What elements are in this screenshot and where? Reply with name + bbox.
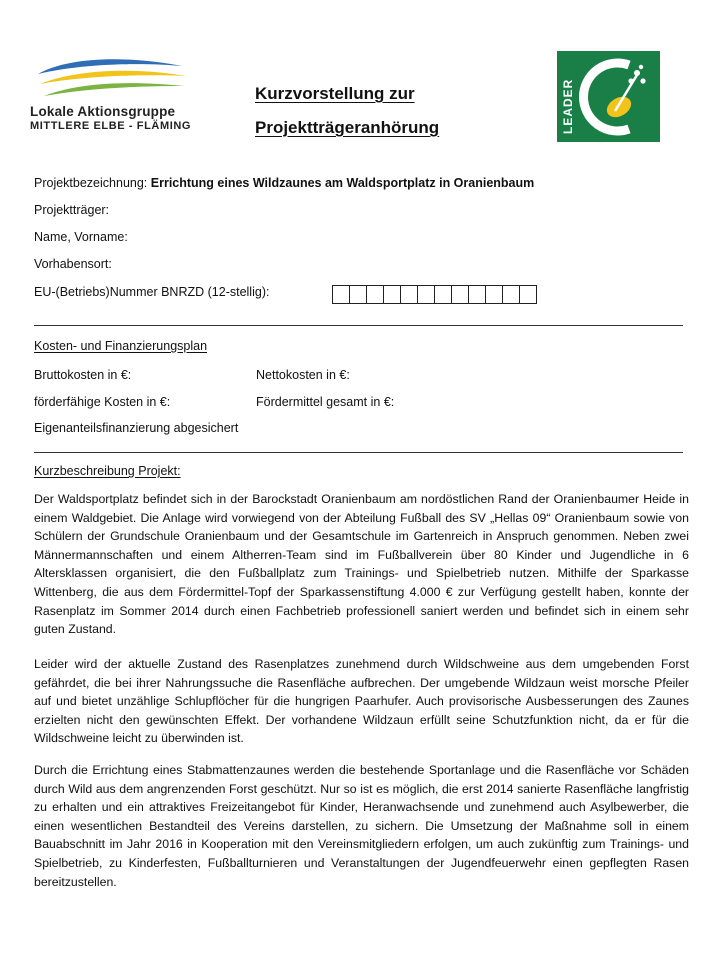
- digit-box[interactable]: [485, 285, 503, 304]
- beschreibung-heading: Kurzbeschreibung Projekt:: [34, 464, 181, 478]
- beschreibung-paragraph-3: Durch die Errichtung eines Stabmattenzaunes werden die bestehende Sportanlage und die Rasenfläche vor Schäden durch Wild aus dem angrenzenden Forst geschützt. Nur so ist es möglich, die erst 2014 sanierte Rasenfläche langfristig zu erhalten und ein attraktives Freizeitangebot für Kinder, Heranwachsende und zunehmend auch Asylbewerber, die einen wesentlichen Bestandteil des Vereins darstellen, zu sichern. Die Umsetzung der Maßnahme soll in einem Bauabschnitt im Jahr 2016 in Kooperation mit den Vereinsmitgliedern erfolgen, um auch zukünftig zum Trainings- und Spielbetrieb, zu Kinderfesten, Fußballturnieren und Veranstaltungen der Jugendfeuerwehr einen gepflegten Rasen bereitzustellen.: [34, 763, 689, 889]
- digit-box[interactable]: [434, 285, 452, 304]
- digit-box[interactable]: [502, 285, 520, 304]
- foerderfaehig-label: förderfähige Kosten in €:: [34, 395, 171, 409]
- title-line1: Kurzvorstellung zur: [255, 84, 415, 103]
- leader-logo-text: LEADER: [561, 78, 575, 134]
- beschreibung-paragraph-1: Der Waldsportplatz befindet sich in der Barockstadt Oranienbaum am nordöstlichen Rand der Oranienbaumer Heide in einem Waldgebiet. Die Anlage wird vorwiegend von der Abteilung Fußball des SV „Hellas 09“ Oranienbaum sowie von Schülern der Grundschule Oranienbaum und der Gesamtschule im Gartenreich in Anspruch genommen. Neben zwei Männermannschaften und einem Altherren-Team sind im Fußballverein über 80 Kinder und Jugendliche in 6 Altersklassen organisiert, die den Fußballplatz zum Trainings- und Spielbetrieb nutzen. Mithilfe der Sparkasse Wittenberg, die aus dem Fördermittel-Topf der Sparkassenstiftung 4.000 € zur Verfügung gestellt haben, konnte der Rasenplatz im Sommer 2014 durch einen Fachbetrieb professionell saniert werden und befindet sich in einem sehr guten Zustand.: [34, 492, 689, 637]
- digit-box[interactable]: [383, 285, 401, 304]
- eigenanteil-label: Eigenanteilsfinanzierung abgesichert: [34, 421, 239, 435]
- digit-box[interactable]: [349, 285, 367, 304]
- beschreibung-paragraph-2: Leider wird der aktuelle Zustand des Rasenplatzes zunehmend durch Wildschweine aus dem umgebenden Forst gefährdet, die bei ihrer Nahrungssuche die Rasenfläche aufbrechen. Der umgebende Wildzaun weist morsche Pfeiler auf und bietet unzählige Schlupflöcher für die hungrigen Paarhufer. Auch provisorische Ausbesserungen des Zaunes erzielten nicht den gewünschten Effekt. Der vorhandene Wildzaun erfüllt seine Schutzfunktion nicht, da er für die Wildschweine leicht zu überwinden ist.: [34, 657, 689, 746]
- leader-logo: [557, 51, 660, 142]
- divider: [34, 452, 683, 453]
- name-label: Name, Vorname:: [34, 230, 128, 244]
- digit-box[interactable]: [519, 285, 537, 304]
- digit-box[interactable]: [451, 285, 469, 304]
- digit-box[interactable]: [400, 285, 418, 304]
- digit-box[interactable]: [417, 285, 435, 304]
- org-name-line1: Lokale Aktionsgruppe: [30, 104, 176, 119]
- bnrzd-digit-boxes: [332, 285, 536, 304]
- lag-swoosh-icon: [30, 52, 190, 102]
- project-value: Errichtung eines Wildzaunes am Waldsportplatz in Oranienbaum: [150, 176, 535, 190]
- title-line2: Projektträgeranhörung: [255, 118, 440, 137]
- divider: [34, 325, 683, 326]
- lag-logo: [30, 52, 200, 132]
- ort-label: Vorhabensort:: [34, 257, 112, 271]
- digit-box[interactable]: [332, 285, 350, 304]
- digit-box[interactable]: [468, 285, 486, 304]
- page-title: [255, 77, 439, 145]
- traeger-label: Projektträger:: [34, 203, 110, 217]
- brutto-label: Bruttokosten in €:: [34, 368, 132, 382]
- netto-label: Nettokosten in €:: [256, 368, 350, 382]
- org-name-line2: MITTLERE ELBE - FLÄMING: [30, 120, 192, 132]
- project-name-row: [34, 176, 534, 190]
- kosten-heading: Kosten- und Finanzierungsplan: [34, 339, 208, 353]
- digit-box[interactable]: [366, 285, 384, 304]
- bnrzd-label: EU-(Betriebs)Nummer BNRZD (12-stellig):: [34, 285, 270, 299]
- project-label: Projektbezeichnung:: [34, 176, 151, 190]
- foerdermittel-label: Fördermittel gesamt in €:: [256, 395, 395, 409]
